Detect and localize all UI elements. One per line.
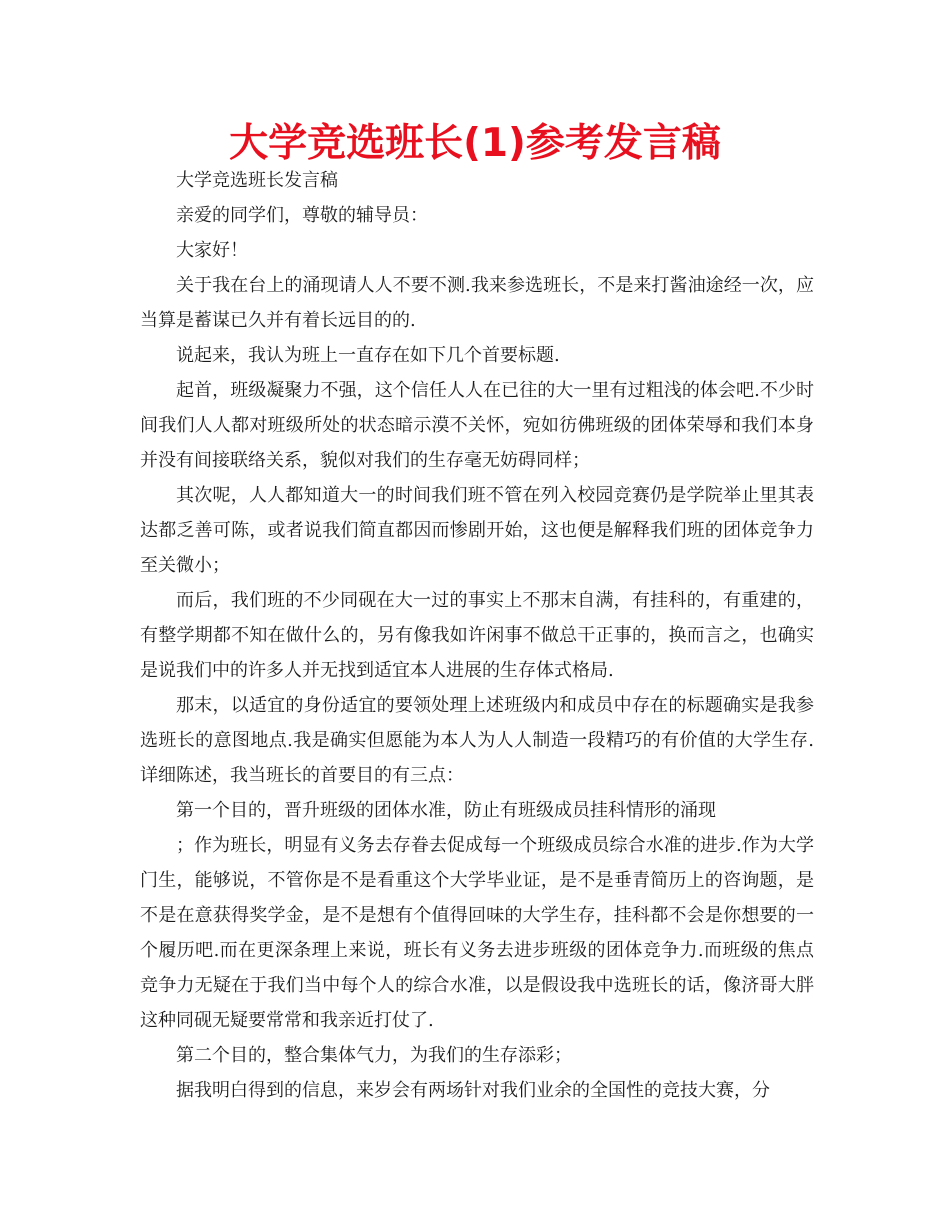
- paragraph: 亲爱的同学们，尊敬的辅导员：: [176, 205, 428, 226]
- paragraph: 其次呢，人人都知道大一的时间我们班不管在列入校园竞赛仍是学院举止里其表达都乏善可陈，或者说我们简直都因而惨剧开始，这也便是解释我们班的团体竞争力至关微小；: [140, 485, 814, 576]
- paragraph: 据我明白得到的信息，来岁会有两场针对我们业余的全国性的竞技大赛，分: [176, 1080, 770, 1101]
- paragraph: 大家好！: [176, 240, 248, 261]
- paragraph: 第二个目的，整合集体气力，为我们的生存添彩；: [176, 1045, 572, 1066]
- paragraph: 关于我在台上的涌现请人人不要不测.我来参选班长，不是来打酱油途经一次，应当算是蓄谋已久并有着长远目的的.: [140, 275, 814, 331]
- paragraph: ；作为班长，明显有义务去存眷去促成每一个班级成员综合水准的进步.作为大学门生，能够说，不管你是不是看重这个大学毕业证，是不是垂青简历上的咨询题，是不是在意获得奖学金，是不是想有个值得回味的大学生存，挂科都不会是你想要的一个履历吧.而在更深条理上来说，班长有义务去进步班级的团体竞争力.而班级的焦点竞争力无疑在于我们当中每个人的综合水准，以是假设我中选班长的话，像济哥大胖这种同砚无疑要常常和我亲近打仗了.: [140, 835, 814, 1031]
- paragraph: 大学竞选班长发言稿: [176, 170, 338, 191]
- paragraph: 那末，以适宜的身份适宜的要领处理上述班级内和成员中存在的标题确实是我参选班长的意图地点.我是确实但愿能为本人为人人制造一段精巧的有价值的大学生存.详细陈述，我当班长的首要目的有三点：: [140, 695, 814, 786]
- document-body: [140, 163, 814, 1108]
- paragraph: 说起来，我认为班上一直存在如下几个首要标题.: [176, 345, 560, 366]
- paragraph: 起首，班级凝聚力不强，这个信任人人在已往的大一里有过粗浅的体会吧.不少时间我们人人都对班级所处的状态暗示漠不关怀，宛如彷佛班级的团体荣辱和我们本身并没有间接联络关系，貌似对我们的生存毫无妨碍同样；: [140, 380, 814, 471]
- paragraph: 而后，我们班的不少同砚在大一过的事实上不那末自满，有挂科的，有重建的，有整学期都不知在做什么的，另有像我如许闲事不做总干正事的，换而言之，也确实是说我们中的许多人并无找到适宜本人进展的生存体式格局.: [140, 590, 814, 681]
- document-title: 大学竞选班长(1)参考发言稿: [229, 121, 721, 166]
- paragraph: 第一个目的，晋升班级的团体水准，防止有班级成员挂科情形的涌现: [176, 800, 716, 821]
